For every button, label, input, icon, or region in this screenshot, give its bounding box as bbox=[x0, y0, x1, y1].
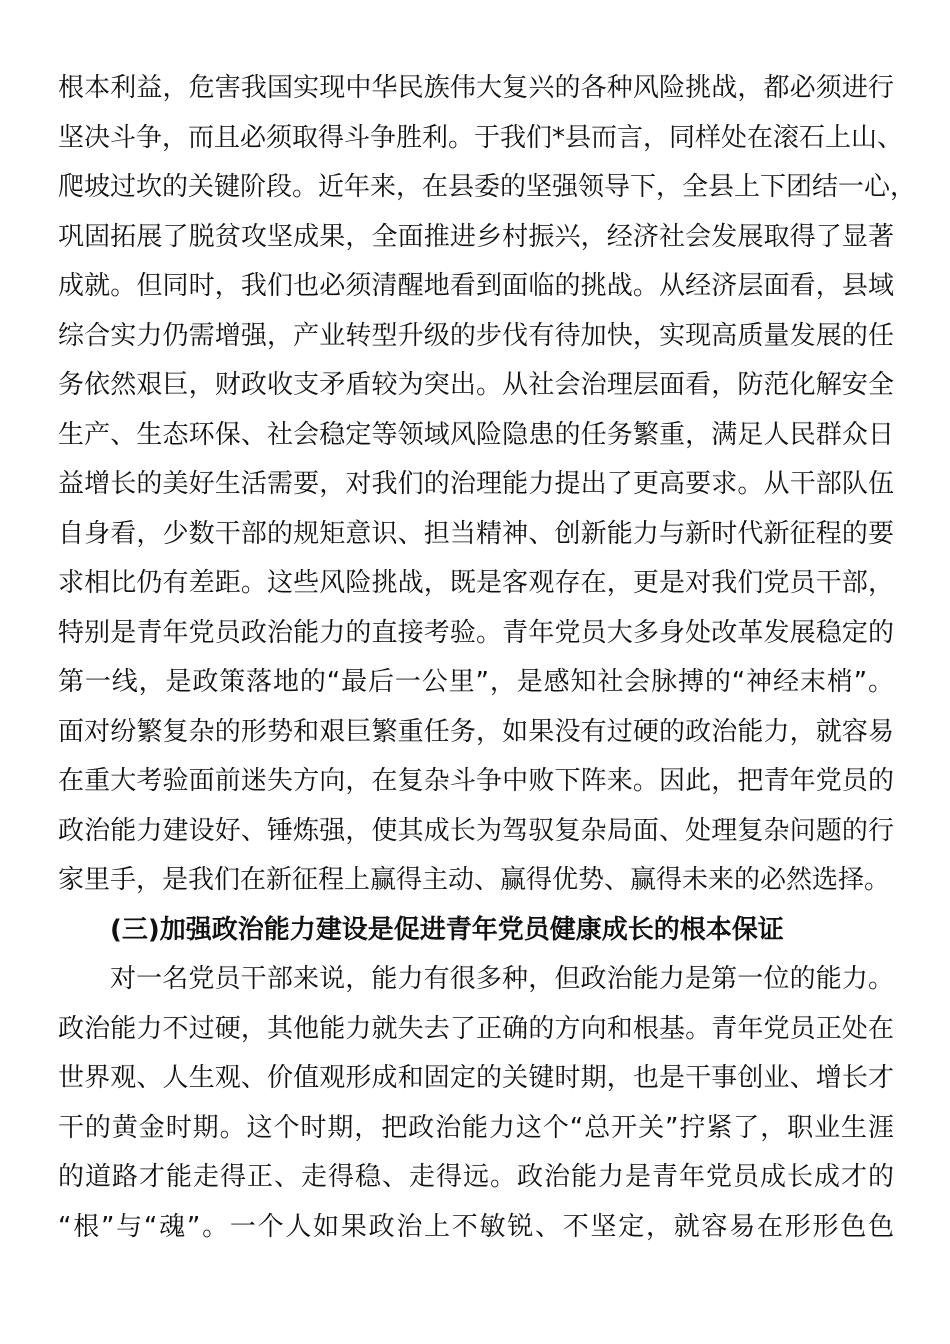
text-line: 综合实力仍需增强，产业转型升级的步伐有待加快，实现高质量发展的任 bbox=[58, 320, 894, 351]
text-line: 对一名党员干部来说，能力有很多种，但政治能力是第一位的能力。 bbox=[110, 964, 894, 994]
text-line: 坚决斗争，而且必须取得斗争胜利。于我们*县而言，同样处在滚石上山、 bbox=[58, 122, 904, 153]
text-line: 干的黄金时期。这个时期，把政治能力这个“总开关”拧紧了，职业生涯 bbox=[58, 1112, 894, 1143]
text-line: 的道路才能走得正、走得稳、走得远。政治能力是青年党员成长成才的 bbox=[58, 1162, 894, 1192]
text-line: 面对纷繁复杂的形势和艰巨繁重任务，如果没有过硬的政治能力，就容易 bbox=[58, 716, 894, 747]
text-line: 成就。但同时，我们也必须清醒地看到面临的挑战。从经济层面看，县域 bbox=[58, 271, 894, 301]
text-line: 政治能力不过硬，其他能力就失去了正确的方向和根基。青年党员正处在 bbox=[58, 1013, 894, 1044]
text-line: 政治能力建设好、锤炼强，使其成长为驾驭复杂局面、处理复杂问题的行 bbox=[58, 815, 894, 846]
section-heading: (三)加强政治能力建设是促进青年党员健康成长的根本保证 bbox=[110, 914, 784, 945]
text-line: 务依然艰巨，财政收支矛盾较为突出。从社会治理层面看，防范化解安全 bbox=[58, 370, 894, 400]
text-line: 根本利益，危害我国实现中华民族伟大复兴的各种风险挑战，都必须进行 bbox=[58, 73, 894, 103]
text-line: 巩固拓展了脱贫攻坚成果，全面推进乡村振兴，经济社会发展取得了显著 bbox=[58, 221, 894, 252]
paragraph bbox=[58, 955, 894, 1252]
text-line: 第一线，是政策落地的“最后一公里”，是感知社会脉搏的“神经末梢”。 bbox=[58, 667, 894, 697]
text-line: 自身看，少数干部的规矩意识、担当精神、创新能力与新时代新征程的要 bbox=[58, 518, 894, 549]
document-page bbox=[58, 64, 917, 1252]
text-line: 爬坡过坎的关键阶段。近年来，在县委的坚强领导下，全县上下团结一心， bbox=[58, 172, 917, 202]
text-line: 在重大考验面前迷失方向，在复杂斗争中败下阵来。因此，把青年党员的 bbox=[58, 766, 894, 796]
text-line: “根”与“魂”。一个人如果政治上不敏锐、不坚定，就容易在形形色色 bbox=[58, 1211, 894, 1242]
text-line: 特别是青年党员政治能力的直接考验。青年党员大多身处改革发展稳定的 bbox=[58, 617, 894, 648]
text-line: 求相比仍有差距。这些风险挑战，既是客观存在，更是对我们党员干部， bbox=[58, 568, 894, 598]
text-line: 家里手，是我们在新征程上赢得主动、赢得优势、赢得未来的必然选择。 bbox=[58, 865, 891, 895]
text-line: 益增长的美好生活需要，对我们的治理能力提出了更高要求。从干部队伍 bbox=[58, 469, 894, 499]
text-line: 世界观、人生观、价值观形成和固定的关键时期，也是干事创业、增长才 bbox=[58, 1063, 894, 1093]
paragraph-continuation bbox=[58, 64, 917, 906]
text-line: 生产、生态环保、社会稳定等领域风险隐患的任务繁重，满足人民群众日 bbox=[58, 419, 894, 450]
